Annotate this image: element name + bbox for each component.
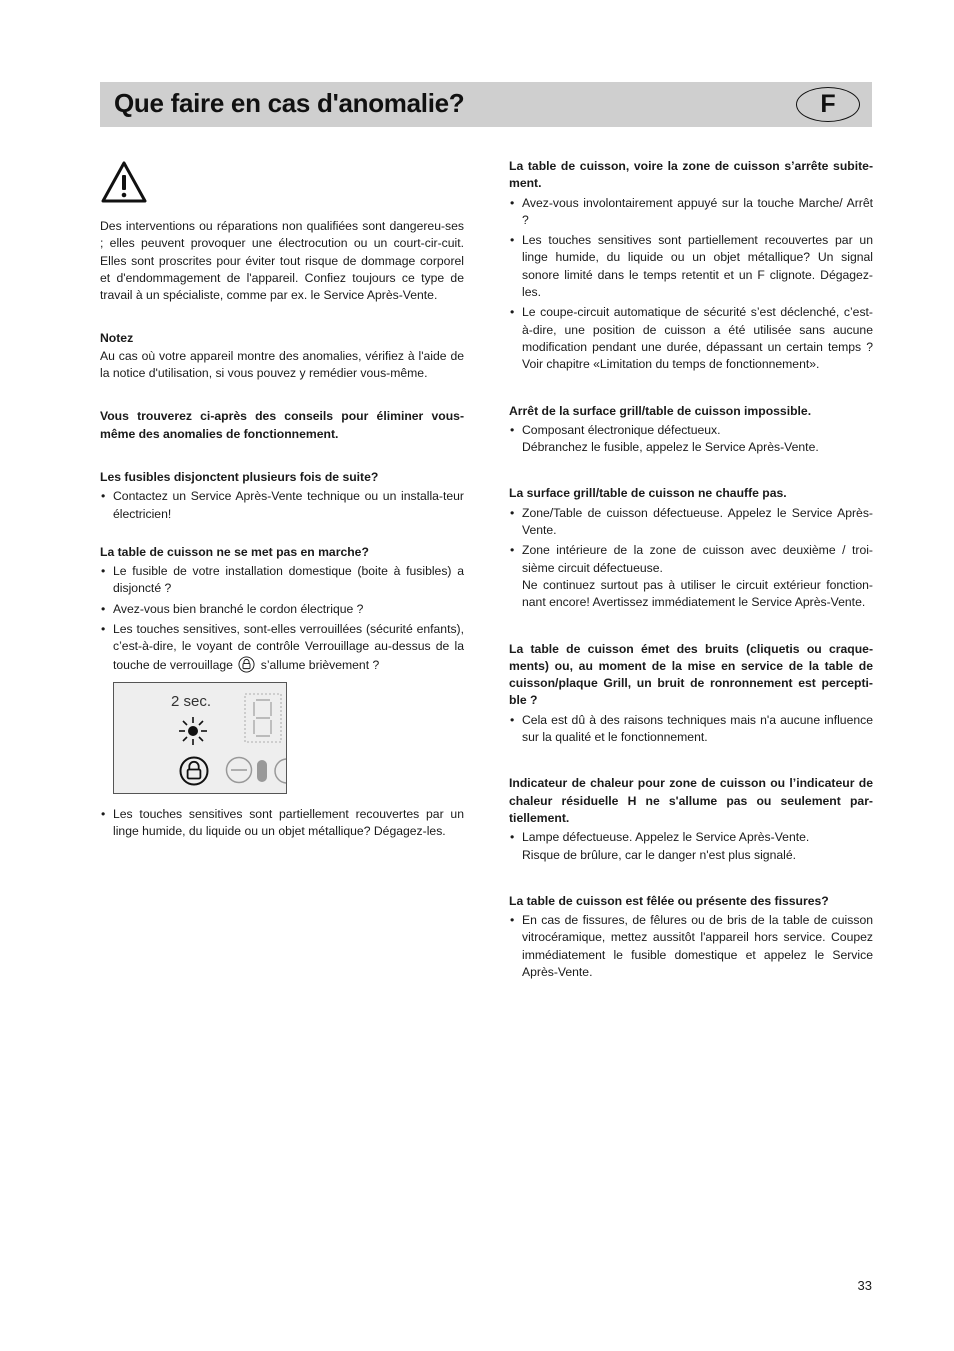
blinking-light-icon: [178, 716, 208, 746]
list-item: • Zone/Table de cuisson défectueuse. Appelez le Service Après-Vente.: [509, 505, 873, 540]
page-title: Que faire en cas d'anomalie?: [114, 88, 465, 118]
left-column: [100, 158, 464, 844]
list-item: • Avez-vous involontairement appuyé sur la touche Marche/ Arrêt ?: [509, 195, 873, 230]
seven-segment-display-icon: [244, 693, 282, 743]
note-title: Notez: [100, 331, 134, 346]
list-item: • Les touches sensitives sont partiellement recouvertes par un linge humide, du liquide ou un objet métallique? Un signal sonore limité dans le temps retentit et un F clignote. Dégagez-les.: [509, 232, 873, 301]
section-title-cannot-stop: Arrêt de la surface grill/table de cuisson impossible.: [509, 403, 812, 418]
sudden-stop-list: [509, 195, 873, 374]
section-title-no-start: La table de cuisson ne se met pas en marche?: [100, 544, 369, 559]
list-item-line: Ne continuez surtout pas à utiliser le circuit extérieur fonction-nant encore! Avertissez immédiatement le Service Après-Vente.: [522, 577, 873, 610]
control-panel-illustration: [113, 682, 287, 794]
section-title-fuses: Les fusibles disjonctent plusieurs fois de suite?: [100, 469, 379, 484]
right-column: [509, 158, 873, 984]
minus-button-icon: [224, 755, 254, 785]
section-title-noise: La table de cuisson émet des bruits (cliquetis ou craque-ments) ou, au moment de la mise en service de la table de cuisson/plaque Grill, un bruit de ronronnement est percepti-ble ?: [509, 641, 873, 708]
list-item: • Contactez un Service Après-Vente technique ou un installa-teur électricien!: [100, 488, 464, 523]
list-item: • Cela est dû à des raisons techniques mais n'a aucune influence sur la qualité et le fonctionnement.: [509, 712, 873, 747]
sensitive-keys-list: [100, 806, 464, 841]
section-title-sudden-stop: La table de cuisson, voire la zone de cuisson s’arrête subite-ment.: [509, 159, 873, 191]
warning-text: Des interventions ou réparations non qualifiées sont dangereu-ses ; elles peuvent provoquer une électrocution ou un court-cir-cuit. Elles sont proscrites pour éviter tout risque de dommage corporel et d'endommagement de l'appareil. Confiez toujours ce type de travail à un spécialiste, comme par ex. le Service Après-Vente.: [100, 219, 464, 303]
no-start-list: [100, 563, 464, 674]
cracks-list: [509, 912, 873, 981]
intro-text: Vous trouverez ci-après des conseils pour éliminer vous-même des anomalies de fonctionnement.: [100, 409, 464, 441]
heat-indicator-list: [509, 829, 873, 864]
lock-item-text-after: s’allume brièvement ?: [260, 657, 380, 672]
lock-item-text-before: Les touches sensitives, sont-elles verrouillées (sécurité enfants), c’est-à-dire, le voyant de contrôle Verrouillage au-dessus de la touche de verrouillage: [113, 622, 464, 672]
list-item: • Avez-vous bien branché le cordon électrique ?: [100, 601, 464, 618]
list-item-lock: [100, 621, 464, 674]
power-level-indicator-icon: [254, 757, 287, 785]
noise-list: [509, 712, 873, 747]
list-item: • Les touches sensitives sont partiellement recouvertes par un linge humide, du liquide ou un objet métallique? Dégagez-les.: [100, 806, 464, 841]
fuses-list: [100, 488, 464, 523]
language-badge: F: [796, 87, 860, 122]
lock-button-icon: [178, 755, 210, 787]
no-heat-list: [509, 505, 873, 612]
section-title-heat-indicator: Indicateur de chaleur pour zone de cuisson ou l’indicateur de chaleur résiduelle H ne s'allume pas ou seulement par-tiellement.: [509, 776, 873, 825]
page-number: 33: [857, 1278, 872, 1293]
list-item: • Le coupe-circuit automatique de sécurité s’est déclenché, c’est-à-dire, une position de cuisson a été utilisée sans aucune modification pendant une durée, dépassant un certain temps ? Voir chapitre «Limitation du temps de fonctionnement».: [509, 304, 873, 373]
list-item: [509, 542, 873, 611]
list-item-line: • Lampe défectueuse. Appelez le Service Après-Vente.: [522, 830, 810, 845]
list-item-line: Risque de brûlure, car le danger n'est plus signalé.: [522, 847, 796, 862]
page-header: [100, 82, 872, 127]
cannot-stop-list: [509, 422, 873, 457]
list-item: [509, 829, 873, 864]
section-title-no-heat: La surface grill/table de cuisson ne chauffe pas.: [509, 486, 787, 501]
panel-duration-label: 2 sec.: [171, 692, 212, 710]
list-item: • En cas de fissures, de fêlures ou de bris de la table de cuisson vitrocéramique, mettez aussitôt l'appareil hors service. Coupez immédiatement le fusible domestique et appelez le Service Après-Vente.: [509, 912, 873, 981]
lock-icon: [238, 656, 255, 673]
section-title-cracks: La table de cuisson est fêlée ou présente des fissures?: [509, 893, 829, 908]
note-text: Au cas où votre appareil montre des anomalies, vérifiez à l'aide de la notice d'utilisation, si vous pouvez y remédier vous-même.: [100, 348, 464, 381]
list-item-line: • Composant électronique défectueux.: [522, 422, 721, 437]
list-item: [509, 422, 873, 457]
list-item-line: • Zone intérieure de la zone de cuisson avec deuxième / troi-sième circuit défectueuse.: [522, 543, 873, 575]
list-item: • Le fusible de votre installation domestique (boite à fusibles) a disjoncté ?: [100, 563, 464, 598]
warning-triangle-icon: [100, 160, 148, 204]
list-item-line: Débranchez le fusible, appelez le Service Après-Vente.: [522, 440, 819, 455]
